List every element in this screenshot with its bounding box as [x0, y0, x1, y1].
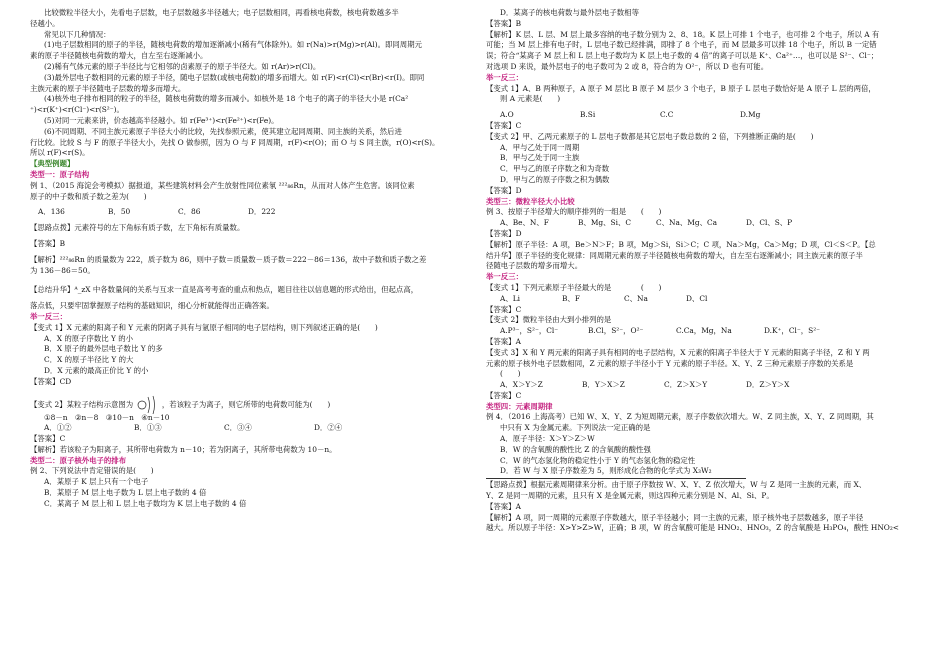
example2-explanation: 可能；当 M 层上排有电子时，L 层电子数已经排满，即排了 8 个电子，而 M 层最多可以排 18 个电子，所以 B 一定错 [486, 40, 877, 50]
intro-line: 所以 r(F)<r(S)。 [30, 148, 90, 158]
typical-examples-heading: 【典型例题】 [30, 159, 75, 169]
example2-explanation: 误；符合“某离子 M 层上和 L 层上电子数均为 K 层上电子数的 4 倍”的离子可以是 K⁺、Ca²⁺…，也可以是 S²⁻、Cl⁻； [486, 51, 879, 61]
example3-explanation: 径随电子层数的增多而增大。 [486, 261, 583, 271]
intro-line: 行比较。比较 S 与 F 的原子半径大小，先找 O 做参照，因为 O 与 F 同周期，r(F)<r(O)；而 O 与 S 同主族，r(O)<r(S)。 [30, 137, 440, 147]
example1-explanation: 【解析】²²²₈₆Rn 的质量数为 222，质子数为 86，则中子数＝质量数－质子数＝222－86＝136，故中子数和质子数之差 [30, 254, 427, 264]
example2-answer: 【答案】B [486, 18, 521, 28]
intro-line: 径越小。 [30, 18, 60, 28]
right-column [486, 8, 928, 534]
intro-line: 素的原子半径随核电荷数的增大，自左至右逐渐减小。 [30, 51, 208, 61]
intro-line: (6)不同周期、不同主族元素原子半径大小的比较，先找参照元素，使其建立起同周期、同主族的关系，然后进 [44, 126, 402, 136]
example2-stem: 例 2、下列说法中肯定错误的是( ) [30, 466, 154, 476]
option: B．50 [108, 207, 131, 217]
example4-stem: 中只有 X 为金属元素。下列说法一定正确的是 [500, 423, 651, 433]
option: A．X＞Y＞Z [500, 380, 543, 390]
variant2-options [30, 423, 460, 434]
option: D．某离子的核电荷数与最外层电子数相等 [500, 8, 639, 17]
variant3-2-answer: 【答案】A [486, 336, 521, 346]
example4-idea: 【思路点拨】根据元素周期律来分析。由于原子序数按 W、X、Y、Z 依次增大，W 与 Z 是同一主族的元素，而 X、 [486, 480, 867, 490]
example1-idea: 【思路点拨】元素符号的左下角标有质子数，左下角标有质量数。 [30, 223, 245, 233]
variant2-stem-b: ，若该粒子为离子，则它所带的电荷数可能为( ) [161, 399, 331, 409]
example4-explanation: 越大。所以原子半径：X>Y>Z>W，正确；B 项，W 的含氧酸可能是 HNO₂、HNO₃，Z 的含氧酸是 H₃PO₄，酸性 HNO₂< [486, 523, 899, 533]
option: B．甲与乙处于同一主族 [500, 153, 580, 163]
example3-explanation: 结升华】原子半径的变化规律：同周期元素的原子半径随核电荷数的增大，自左至右逐渐减小；同主族元素的原子半 [486, 250, 863, 260]
option: A.O [500, 110, 514, 120]
example4-explanation: 【解析】A 项，同一周期的元素原子序数越大，原子半径越小；同一主族的元素，原子核外电子层数越多，原子半径 [486, 512, 864, 522]
example4-idea: Y、Z 是同一周期的元素，且只有 X 是金属元素，则这四种元素分别是 N、Al、Si、P。 [486, 491, 774, 501]
variant1-answer: 【答案】CD [30, 376, 72, 386]
option: C.C [660, 110, 674, 120]
example1-stem: 例 1、（2015 海淀会考模拟）据报道，某些建筑材料会产生放射性同位素氡 ²²²₈₆Rn，从而对人体产生危害。该同位素 [30, 180, 415, 190]
intro-line: ⁺)<r(K⁺)<r(Cl⁻)<r(S²⁻)。 [30, 105, 124, 115]
variant3-2-stem: 【变式 2】微粒半径由大到小排列的是 [486, 315, 612, 325]
option: C．Z＞X＞Y [664, 380, 708, 390]
option: D.K⁺，Cl⁻，S²⁻ [764, 326, 821, 336]
option: D．若 W 与 X 原子序数差为 5，则形成化合物的化学式为 X₃W₂ [500, 466, 712, 476]
example3-stem: 例 3、按原子半径增大的顺序排列的一组是 ( ) [486, 207, 662, 217]
type2-heading: 类型二：原子核外电子的排布 [30, 455, 127, 465]
practice2-heading: 举一反三： [486, 72, 523, 82]
example1-summary: 落点低，只要牢固掌握原子结构的基础知识，细心分析就能得出正确答案。 [30, 301, 274, 311]
variant1-options [486, 110, 928, 121]
option: B．W 的含氧酸的酸性比 Z 的含氧酸的酸性强 [500, 444, 651, 454]
option: D.Mg [740, 110, 761, 120]
example4-stem: 例 4．（2016 上海高考）已知 W、X、Y、Z 为短周期元素，原子序数依次增大。W、Z 同主族，X、Y、Z 同周期，其 [486, 412, 874, 422]
option: C.Ca，Mg，Na [676, 326, 732, 336]
variant3-1-options [486, 294, 928, 305]
variant2-explanation: 【解析】若该粒子为阳离子，其所带电荷数为 n－10；若为阴离子，其所带电荷数为 10－n。 [30, 444, 337, 454]
option: A．甲与乙处于同一周期 [500, 142, 580, 152]
option: B.Cl，S²⁻，O²⁻ [588, 326, 644, 336]
variant3-2-options [486, 326, 928, 337]
option: B.Si [580, 110, 596, 120]
example1-options [30, 207, 460, 218]
example3-answer: 【答案】D [486, 228, 522, 238]
variant3-3-answer: 【答案】C [486, 390, 522, 400]
option: B、Mg、Si、C [578, 218, 631, 228]
intro-line: 主族元素的原子半径随电子层数的增多而增大。 [30, 83, 186, 93]
example1-summary: 【总结升华】ᴬ_zX 中各数量间的关系与互求一直是高考考查的重点和热点，题目往往以信息题的形式给出，但起点高， [30, 285, 419, 295]
option: C．86 [178, 207, 201, 217]
option: C．X 的原子半径比 Y 的大 [44, 355, 134, 365]
example2-explanation: 【解析】K 层、L 层、M 层上最多容纳的电子数分别为 2、8、18。K 层上可排 1 个电子，也可排 2 个电子，所以 A 有 [486, 29, 880, 39]
variant3-1-answer: 【答案】C [486, 304, 522, 314]
option: A．136 [38, 207, 65, 217]
variant1-stem: 【变式 1】X 元素的阳离子和 Y 元素的阴离子具有与氩原子相同的电子层结构，则下列叙述正确的是( ) [30, 322, 378, 332]
variant2-stem-a: 【变式 2】某粒子结构示意图为 [30, 399, 134, 409]
option: D．甲与乙的原子序数之积为偶数 [500, 174, 610, 184]
option: D．Z＞Y＞X [746, 380, 790, 390]
option: A、Be、N、F [500, 218, 549, 228]
option: D、Cl [686, 293, 708, 303]
option: B．Y＞X＞Z [582, 380, 625, 390]
option: B．①③ [134, 423, 162, 433]
atom-structure-diagram-icon [136, 397, 160, 413]
option: A．原子半径：X＞Y＞Z＞W [500, 434, 595, 444]
example1-answer: 【答案】B [30, 238, 65, 248]
option: B．X 原子的最外层电子数比 Y 的多 [44, 344, 163, 354]
left-column [30, 8, 460, 510]
intro-line: 比较微粒半径大小，先看电子层数，电子层数越多半径越大；电子层数相同，再看核电荷数，核电荷数越多半 [44, 8, 399, 17]
option: A、Li [500, 293, 520, 303]
variant2-answer: 【答案】D [486, 185, 522, 195]
option: C、Na、Mg、Ca [656, 218, 718, 228]
practice1-heading: 举一反三： [30, 311, 67, 321]
variant2-stem: 【变式 2】甲、乙两元素原子的 L 层电子数都是其它层电子数总数的 2 倍，下列推断正确的是( ) [486, 131, 814, 141]
example3-explanation: 【解析】原子半径：A 项，Be＞N＞F；B 项，Mg＞Si，Si＞C；C 项，Na＞Mg，Ca＞Mg；D 项，Cl＜S＜P。【总 [486, 239, 876, 249]
variant3-3-stem: 元素的原子核外电子层数相同，Z 元素的原子半径小于 Y 元素的原子半径。X、Y、Z 三种元素原子序数的关系是 [486, 358, 854, 368]
type3-heading: 类型三：微粒半径大小比较 [486, 196, 575, 206]
divider [486, 478, 746, 479]
option: A.P³⁻，S²⁻，Cl⁻ [500, 326, 559, 336]
option: D．②④ [314, 423, 343, 433]
example3-options [486, 218, 928, 229]
option: C．某离子 M 层上和 L 层上电子数均为 K 层上电子数的 4 倍 [44, 498, 247, 508]
type1-heading: 类型一：原子结构 [30, 169, 90, 179]
variant3-3-options [486, 380, 928, 391]
option: D、Cl、S、P [746, 218, 793, 228]
intro-line: (1)电子层数相同的原子的半径，随核电荷数的增加逐渐减小(稀有气体除外)。如 r(Na)>r(Mg)>r(Al)。即同周期元 [44, 40, 422, 50]
variant3-1-stem: 【变式 1】下列元素原子半径最大的是 ( ) [486, 282, 662, 292]
example1-explanation: 为 136－86＝50。 [30, 265, 95, 275]
option: C．甲与乙的原子序数之和为奇数 [500, 164, 610, 174]
example1-stem: 原子的中子数和质子数之差为( ) [30, 191, 147, 201]
option: B、F [562, 293, 580, 303]
example2-explanation: 对选项 D 来说，最外层电子的电子数可为 2 或 8，符合的为 O²⁻，所以 D 也有可能。 [486, 61, 769, 71]
option: C．W 的气态氢化物的稳定性小于 Y 的气态氢化物的稳定性 [500, 455, 696, 465]
option: A．①② [44, 423, 72, 433]
intro-line: 常见以下几种情况： [44, 29, 111, 39]
option: C、Na [624, 293, 648, 303]
variant2-stem [30, 397, 460, 413]
intro-line: (5)对同一元素来讲，价态越高半径越小。如 r(Fe³⁺)<r(Fe²⁺)<r(Fe)。 [44, 115, 279, 125]
variant1-stem: 【变式 1】A、B 两种原子，A 原子 M 层比 B 原子 M 层少 3 个电子，B 原子 L 层电子数恰好是 A 原子 L 层的两倍， [486, 83, 876, 93]
option: B．某原子 M 层上电子数为 L 层上电子数的 4 倍 [44, 488, 207, 498]
variant1-answer: 【答案】C [486, 120, 522, 130]
option: A．某原子 K 层上只有一个电子 [44, 477, 149, 487]
option: D．X 元素的最高正价比 Y 的小 [44, 365, 149, 375]
type4-heading: 类型四：元素周期律 [486, 401, 553, 411]
variant1-stem: 则 A 元素是( ) [500, 94, 561, 104]
option: A．X 的原子序数比 Y 的小 [44, 333, 134, 343]
example4-answer: 【答案】A [486, 501, 521, 511]
intro-line: (3)最外层电子数相同的元素的原子半径，随电子层数(或核电荷数)的增多而增大。如 r(F)<r(Cl)<r(Br)<r(I)。即同 [44, 72, 425, 82]
variant2-items: ①8－n ②n－8 ③10－n ④n－10 [44, 412, 170, 422]
variant3-3-stem: 【变式 3】X 和 Y 两元素的阳离子具有相同的电子层结构，X 元素的阳离子半径大于 Y 元素的阳离子半径，Z 和 Y 两 [486, 347, 870, 357]
variant3-3-stem: ( ) [500, 369, 521, 379]
variant2-answer: 【答案】C [30, 434, 66, 444]
practice3-heading: 举一反三： [486, 272, 523, 282]
intro-line: (4)核外电子排布相同的粒子的半径，随核电荷数的增多而减小。如核外是 18 个电子的离子的半径大小是 r(Ca² [44, 94, 409, 104]
intro-line: (2)稀有气体元素的原子半径比与它相邻的卤素原子的原子半径大。如 r(Ar)>r(Cl)。 [44, 61, 321, 71]
option: D．222 [248, 207, 276, 217]
option: C．③④ [224, 423, 252, 433]
